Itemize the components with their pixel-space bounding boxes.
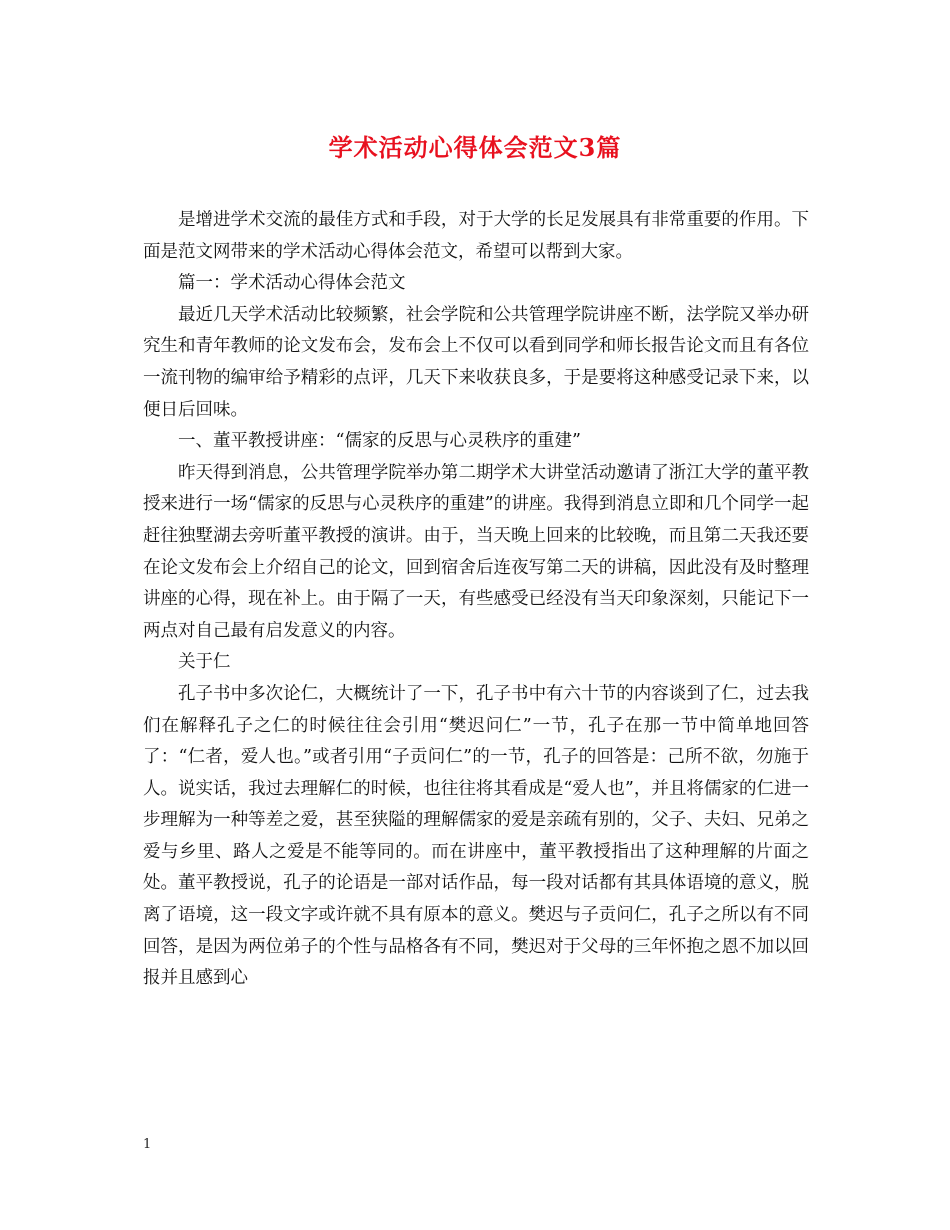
section-heading-ren: 关于仁 <box>178 652 231 673</box>
paragraph: 最近几天学术活动比较频繁，社会学院和公共管理学院讲座不断，法学院又举办研究生和青年教师的论文发布会，发布会上不仅可以看到同学和师长报告论文而且有各位一流刊物的编审给予精彩的点评，几天下来收获良多，于是要将这种感受记录下来，以便日后回味。 <box>143 304 809 420</box>
paragraph-intro: 是增进学术交流的最佳方式和手段，对于大学的长足发展具有非常重要的作用。下面是范文网带来的学术活动心得体会范文，希望可以帮到大家。 <box>143 210 809 262</box>
paragraph: 昨天得到消息，公共管理学院举办第二期学术大讲堂活动邀请了浙江大学的董平教授来进行一场“儒家的反思与心灵秩序的重建”的讲座。我得到消息立即和几个同学一起赶往独墅湖去旁听董平教授的演讲。由于，当天晚上回来的比较晚，而且第二天我还要在论文发布会上介绍自己的论文，回到宿舍后连夜写第二天的讲稿，因此没有及时整理讲座的心得，现在补上。由于隔了一天，有些感受已经没有当天印象深刻，只能记下一两点对自己最有启发意义的内容。 <box>143 462 809 641</box>
document-title: 学术活动心得体会范文3篇 <box>328 133 622 162</box>
document-body <box>143 205 809 995</box>
page-number: 1 <box>143 1137 152 1152</box>
section-heading-part-one: 篇一：学术活动心得体会范文 <box>178 273 406 294</box>
paragraph: 孔子书中多次论仁，大概统计了一下，孔子书中有六十节的内容谈到了仁，过去我们在解释孔子之仁的时候往往会引用“樊迟问仁”一节，孔子在那一节中简单地回答了：“仁者，爱人也。”或者引用“子贡问仁”的一节，孔子的回答是：己所不欲，勿施于人。说实话，我过去理解仁的时候，也往往将其看成是“爱人也”，并且将儒家的仁进一步理解为一种等差之爱，甚至狭隘的理解儒家的爱是亲疏有别的，父子、夫妇、兄弟之爱与乡里、路人之爱是不能等同的。而在讲座中，董平教授指出了这种理解的片面之处。董平教授说，孔子的论语是一部对话作品，每一段对话都有其具体语境的意义，脱离了语境，这一段文字或许就不具有原本的意义。樊迟与子贡问仁，孔子之所以有不同回答，是因为两位弟子的个性与品格各有不同，樊迟对于父母的三年怀抱之恩不加以回报并且感到心 <box>143 683 809 989</box>
section-heading-lecture: 一、董平教授讲座：“儒家的反思与心灵秩序的重建” <box>178 431 581 452</box>
